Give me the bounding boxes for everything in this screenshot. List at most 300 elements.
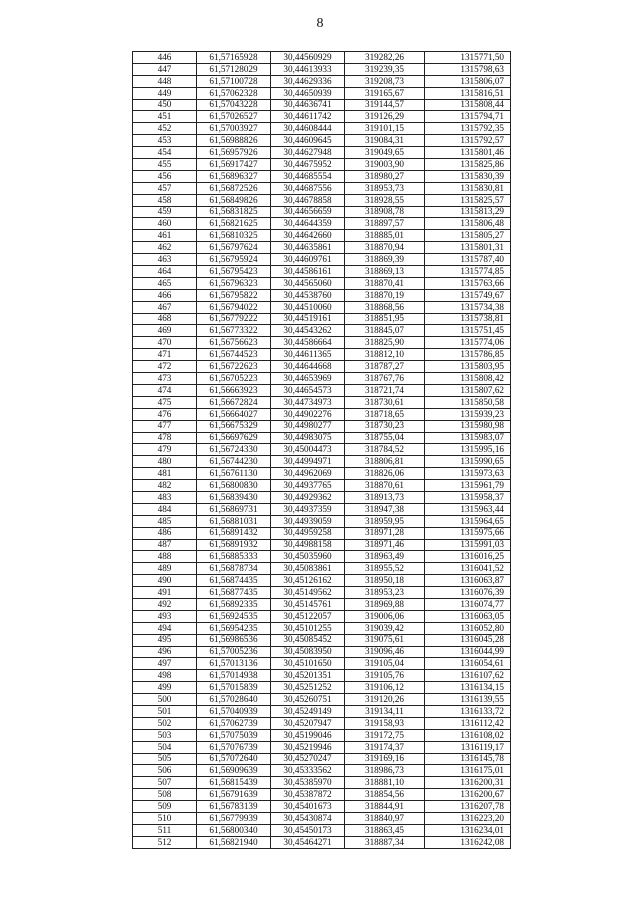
- y-coordinate-cell: 1315786,85: [425, 349, 511, 361]
- longitude-cell: 30,45249149: [271, 705, 345, 717]
- table-row: [133, 610, 511, 622]
- point-number-cell: 463: [133, 254, 197, 266]
- x-coordinate-cell: 319049,65: [345, 147, 425, 159]
- point-number-cell: 459: [133, 206, 197, 218]
- latitude-cell: 61,57043228: [197, 99, 271, 111]
- y-coordinate-cell: 1315990,65: [425, 456, 511, 468]
- point-number-cell: 485: [133, 515, 197, 527]
- y-coordinate-cell: 1315825,86: [425, 159, 511, 171]
- point-number-cell: 505: [133, 753, 197, 765]
- latitude-cell: 61,56779939: [197, 813, 271, 825]
- longitude-cell: 30,44980277: [271, 420, 345, 432]
- x-coordinate-cell: 319239,35: [345, 63, 425, 75]
- longitude-cell: 30,45387872: [271, 789, 345, 801]
- point-number-cell: 475: [133, 396, 197, 408]
- table-row: [133, 468, 511, 480]
- y-coordinate-cell: 1315825,57: [425, 194, 511, 206]
- table-row: [133, 491, 511, 503]
- table-row: [133, 598, 511, 610]
- y-coordinate-cell: 1315763,66: [425, 277, 511, 289]
- table-row: [133, 420, 511, 432]
- x-coordinate-cell: 318959,95: [345, 515, 425, 527]
- latitude-cell: 61,57100728: [197, 75, 271, 87]
- table-row: [133, 301, 511, 313]
- longitude-cell: 30,44635861: [271, 242, 345, 254]
- y-coordinate-cell: 1315787,40: [425, 254, 511, 266]
- x-coordinate-cell: 318826,06: [345, 468, 425, 480]
- y-coordinate-cell: 1316107,62: [425, 670, 511, 682]
- latitude-cell: 61,56722623: [197, 361, 271, 373]
- table-row: [133, 218, 511, 230]
- y-coordinate-cell: 1316207,78: [425, 801, 511, 813]
- y-coordinate-cell: 1316119,17: [425, 741, 511, 753]
- longitude-cell: 30,44636741: [271, 99, 345, 111]
- x-coordinate-cell: 318870,61: [345, 480, 425, 492]
- x-coordinate-cell: 319003,90: [345, 159, 425, 171]
- y-coordinate-cell: 1315801,46: [425, 147, 511, 159]
- latitude-cell: 61,57014938: [197, 670, 271, 682]
- x-coordinate-cell: 318887,34: [345, 836, 425, 848]
- longitude-cell: 30,45126162: [271, 575, 345, 587]
- longitude-cell: 30,45201351: [271, 670, 345, 682]
- latitude-cell: 61,57076739: [197, 741, 271, 753]
- x-coordinate-cell: 319096,46: [345, 646, 425, 658]
- latitude-cell: 61,56795822: [197, 289, 271, 301]
- point-number-cell: 470: [133, 337, 197, 349]
- longitude-cell: 30,45450173: [271, 824, 345, 836]
- x-coordinate-cell: 318787,27: [345, 361, 425, 373]
- point-number-cell: 497: [133, 658, 197, 670]
- table-row: [133, 325, 511, 337]
- longitude-cell: 30,44538760: [271, 289, 345, 301]
- x-coordinate-cell: 318870,41: [345, 277, 425, 289]
- longitude-cell: 30,45333562: [271, 765, 345, 777]
- point-number-cell: 511: [133, 824, 197, 836]
- table-row: [133, 456, 511, 468]
- latitude-cell: 61,56877435: [197, 587, 271, 599]
- longitude-cell: 30,44929362: [271, 491, 345, 503]
- longitude-cell: 30,44937359: [271, 503, 345, 515]
- longitude-cell: 30,44983075: [271, 432, 345, 444]
- point-number-cell: 473: [133, 373, 197, 385]
- y-coordinate-cell: 1316044,99: [425, 646, 511, 658]
- x-coordinate-cell: 318730,23: [345, 420, 425, 432]
- table-row: [133, 622, 511, 634]
- x-coordinate-cell: 318953,23: [345, 587, 425, 599]
- coordinates-table-body: [133, 52, 511, 849]
- x-coordinate-cell: 318721,74: [345, 384, 425, 396]
- longitude-cell: 30,45083950: [271, 646, 345, 658]
- longitude-cell: 30,45464271: [271, 836, 345, 848]
- x-coordinate-cell: 319169,16: [345, 753, 425, 765]
- table-row: [133, 123, 511, 135]
- longitude-cell: 30,45083861: [271, 563, 345, 575]
- latitude-cell: 61,56896327: [197, 170, 271, 182]
- latitude-cell: 61,57072640: [197, 753, 271, 765]
- table-row: [133, 147, 511, 159]
- y-coordinate-cell: 1316074,77: [425, 598, 511, 610]
- longitude-cell: 30,44650939: [271, 87, 345, 99]
- latitude-cell: 61,56773322: [197, 325, 271, 337]
- latitude-cell: 61,56800340: [197, 824, 271, 836]
- y-coordinate-cell: 1315774,06: [425, 337, 511, 349]
- x-coordinate-cell: 318969,88: [345, 598, 425, 610]
- latitude-cell: 61,56924535: [197, 610, 271, 622]
- x-coordinate-cell: 319165,67: [345, 87, 425, 99]
- point-number-cell: 493: [133, 610, 197, 622]
- table-row: [133, 361, 511, 373]
- x-coordinate-cell: 319101,15: [345, 123, 425, 135]
- y-coordinate-cell: 1316134,15: [425, 682, 511, 694]
- table-row: [133, 717, 511, 729]
- point-number-cell: 487: [133, 539, 197, 551]
- longitude-cell: 30,45101255: [271, 622, 345, 634]
- longitude-cell: 30,45149562: [271, 587, 345, 599]
- longitude-cell: 30,44565060: [271, 277, 345, 289]
- latitude-cell: 61,56664027: [197, 408, 271, 420]
- table-row: [133, 575, 511, 587]
- y-coordinate-cell: 1316045,28: [425, 634, 511, 646]
- point-number-cell: 451: [133, 111, 197, 123]
- y-coordinate-cell: 1316054,61: [425, 658, 511, 670]
- latitude-cell: 61,57062328: [197, 87, 271, 99]
- longitude-cell: 30,45251252: [271, 682, 345, 694]
- latitude-cell: 61,57005236: [197, 646, 271, 658]
- latitude-cell: 61,56891932: [197, 539, 271, 551]
- y-coordinate-cell: 1315808,44: [425, 99, 511, 111]
- x-coordinate-cell: 318851,95: [345, 313, 425, 325]
- latitude-cell: 61,56697629: [197, 432, 271, 444]
- table-row: [133, 99, 511, 111]
- table-row: [133, 194, 511, 206]
- point-number-cell: 504: [133, 741, 197, 753]
- y-coordinate-cell: 1315958,37: [425, 491, 511, 503]
- x-coordinate-cell: 318971,46: [345, 539, 425, 551]
- table-row: [133, 480, 511, 492]
- table-row: [133, 63, 511, 75]
- latitude-cell: 61,56892335: [197, 598, 271, 610]
- y-coordinate-cell: 1315980,98: [425, 420, 511, 432]
- x-coordinate-cell: 318953,73: [345, 182, 425, 194]
- x-coordinate-cell: 318806,81: [345, 456, 425, 468]
- x-coordinate-cell: 318869,13: [345, 266, 425, 278]
- table-row: [133, 539, 511, 551]
- y-coordinate-cell: 1315794,71: [425, 111, 511, 123]
- y-coordinate-cell: 1315738,81: [425, 313, 511, 325]
- point-number-cell: 489: [133, 563, 197, 575]
- point-number-cell: 499: [133, 682, 197, 694]
- x-coordinate-cell: 318825,90: [345, 337, 425, 349]
- x-coordinate-cell: 318986,73: [345, 765, 425, 777]
- latitude-cell: 61,56791639: [197, 789, 271, 801]
- x-coordinate-cell: 318854,56: [345, 789, 425, 801]
- point-number-cell: 464: [133, 266, 197, 278]
- point-number-cell: 506: [133, 765, 197, 777]
- x-coordinate-cell: 318870,94: [345, 242, 425, 254]
- point-number-cell: 490: [133, 575, 197, 587]
- y-coordinate-cell: 1315806,07: [425, 75, 511, 87]
- latitude-cell: 61,56761130: [197, 468, 271, 480]
- table-row: [133, 206, 511, 218]
- point-number-cell: 503: [133, 729, 197, 741]
- table-row: [133, 384, 511, 396]
- table-row: [133, 789, 511, 801]
- table-row: [133, 349, 511, 361]
- table-row: [133, 682, 511, 694]
- latitude-cell: 61,57075039: [197, 729, 271, 741]
- point-number-cell: 509: [133, 801, 197, 813]
- x-coordinate-cell: 319282,26: [345, 52, 425, 64]
- longitude-cell: 30,45219946: [271, 741, 345, 753]
- latitude-cell: 61,56705223: [197, 373, 271, 385]
- table-row: [133, 52, 511, 64]
- y-coordinate-cell: 1315813,29: [425, 206, 511, 218]
- longitude-cell: 30,44543262: [271, 325, 345, 337]
- longitude-cell: 30,44734973: [271, 396, 345, 408]
- longitude-cell: 30,44653969: [271, 373, 345, 385]
- point-number-cell: 507: [133, 777, 197, 789]
- point-number-cell: 474: [133, 384, 197, 396]
- latitude-cell: 61,56756623: [197, 337, 271, 349]
- y-coordinate-cell: 1315774,85: [425, 266, 511, 278]
- table-row: [133, 824, 511, 836]
- longitude-cell: 30,44994971: [271, 456, 345, 468]
- latitude-cell: 61,56744523: [197, 349, 271, 361]
- longitude-cell: 30,44988158: [271, 539, 345, 551]
- table-row: [133, 670, 511, 682]
- longitude-cell: 30,45122057: [271, 610, 345, 622]
- x-coordinate-cell: 319208,73: [345, 75, 425, 87]
- y-coordinate-cell: 1315964,65: [425, 515, 511, 527]
- longitude-cell: 30,44685554: [271, 170, 345, 182]
- y-coordinate-cell: 1316076,39: [425, 587, 511, 599]
- latitude-cell: 61,56891432: [197, 527, 271, 539]
- y-coordinate-cell: 1315975,66: [425, 527, 511, 539]
- y-coordinate-cell: 1316223,20: [425, 813, 511, 825]
- longitude-cell: 30,45207947: [271, 717, 345, 729]
- longitude-cell: 30,44656659: [271, 206, 345, 218]
- point-number-cell: 455: [133, 159, 197, 171]
- y-coordinate-cell: 1316200,31: [425, 777, 511, 789]
- longitude-cell: 30,44675952: [271, 159, 345, 171]
- table-row: [133, 432, 511, 444]
- table-row: [133, 658, 511, 670]
- point-number-cell: 471: [133, 349, 197, 361]
- latitude-cell: 61,56821940: [197, 836, 271, 848]
- table-row: [133, 801, 511, 813]
- longitude-cell: 30,45085452: [271, 634, 345, 646]
- latitude-cell: 61,56672824: [197, 396, 271, 408]
- y-coordinate-cell: 1316133,72: [425, 705, 511, 717]
- point-number-cell: 488: [133, 551, 197, 563]
- point-number-cell: 510: [133, 813, 197, 825]
- x-coordinate-cell: 318869,39: [345, 254, 425, 266]
- longitude-cell: 30,44642660: [271, 230, 345, 242]
- latitude-cell: 61,56839430: [197, 491, 271, 503]
- point-number-cell: 453: [133, 135, 197, 147]
- latitude-cell: 61,57040939: [197, 705, 271, 717]
- longitude-cell: 30,44644359: [271, 218, 345, 230]
- point-number-cell: 479: [133, 444, 197, 456]
- point-number-cell: 483: [133, 491, 197, 503]
- table-row: [133, 373, 511, 385]
- table-row: [133, 515, 511, 527]
- point-number-cell: 491: [133, 587, 197, 599]
- point-number-cell: 465: [133, 277, 197, 289]
- y-coordinate-cell: 1315749,67: [425, 289, 511, 301]
- table-row: [133, 694, 511, 706]
- latitude-cell: 61,56954235: [197, 622, 271, 634]
- longitude-cell: 30,44609645: [271, 135, 345, 147]
- y-coordinate-cell: 1316242,08: [425, 836, 511, 848]
- latitude-cell: 61,56796323: [197, 277, 271, 289]
- table-row: [133, 527, 511, 539]
- latitude-cell: 61,57128029: [197, 63, 271, 75]
- latitude-cell: 61,56849826: [197, 194, 271, 206]
- x-coordinate-cell: 318784,52: [345, 444, 425, 456]
- point-number-cell: 469: [133, 325, 197, 337]
- latitude-cell: 61,57003927: [197, 123, 271, 135]
- y-coordinate-cell: 1316200,67: [425, 789, 511, 801]
- point-number-cell: 486: [133, 527, 197, 539]
- longitude-cell: 30,44937765: [271, 480, 345, 492]
- y-coordinate-cell: 1316175,01: [425, 765, 511, 777]
- table-row: [133, 408, 511, 420]
- y-coordinate-cell: 1316016,25: [425, 551, 511, 563]
- point-number-cell: 450: [133, 99, 197, 111]
- point-number-cell: 481: [133, 468, 197, 480]
- x-coordinate-cell: 318767,76: [345, 373, 425, 385]
- point-number-cell: 477: [133, 420, 197, 432]
- longitude-cell: 30,44586664: [271, 337, 345, 349]
- table-row: [133, 646, 511, 658]
- point-number-cell: 496: [133, 646, 197, 658]
- table-row: [133, 266, 511, 278]
- x-coordinate-cell: 319126,29: [345, 111, 425, 123]
- point-number-cell: 484: [133, 503, 197, 515]
- point-number-cell: 448: [133, 75, 197, 87]
- point-number-cell: 501: [133, 705, 197, 717]
- table-row: [133, 444, 511, 456]
- x-coordinate-cell: 318840,97: [345, 813, 425, 825]
- y-coordinate-cell: 1315805,27: [425, 230, 511, 242]
- table-row: [133, 242, 511, 254]
- longitude-cell: 30,44629336: [271, 75, 345, 87]
- y-coordinate-cell: 1315830,81: [425, 182, 511, 194]
- point-number-cell: 478: [133, 432, 197, 444]
- y-coordinate-cell: 1315991,03: [425, 539, 511, 551]
- x-coordinate-cell: 318730,61: [345, 396, 425, 408]
- x-coordinate-cell: 318947,38: [345, 503, 425, 515]
- y-coordinate-cell: 1315734,38: [425, 301, 511, 313]
- longitude-cell: 30,44902276: [271, 408, 345, 420]
- y-coordinate-cell: 1316234,01: [425, 824, 511, 836]
- longitude-cell: 30,45401673: [271, 801, 345, 813]
- point-number-cell: 458: [133, 194, 197, 206]
- x-coordinate-cell: 319158,93: [345, 717, 425, 729]
- point-number-cell: 461: [133, 230, 197, 242]
- longitude-cell: 30,44611742: [271, 111, 345, 123]
- y-coordinate-cell: 1315939,23: [425, 408, 511, 420]
- longitude-cell: 30,45004473: [271, 444, 345, 456]
- x-coordinate-cell: 318868,56: [345, 301, 425, 313]
- latitude-cell: 61,56881031: [197, 515, 271, 527]
- latitude-cell: 61,56815439: [197, 777, 271, 789]
- point-number-cell: 452: [133, 123, 197, 135]
- x-coordinate-cell: 318955,52: [345, 563, 425, 575]
- point-number-cell: 494: [133, 622, 197, 634]
- point-number-cell: 467: [133, 301, 197, 313]
- longitude-cell: 30,44627948: [271, 147, 345, 159]
- x-coordinate-cell: 318885,01: [345, 230, 425, 242]
- latitude-cell: 61,56909639: [197, 765, 271, 777]
- point-number-cell: 476: [133, 408, 197, 420]
- table-row: [133, 135, 511, 147]
- latitude-cell: 61,56794022: [197, 301, 271, 313]
- y-coordinate-cell: 1315771,50: [425, 52, 511, 64]
- x-coordinate-cell: 319105,76: [345, 670, 425, 682]
- table-row: [133, 753, 511, 765]
- latitude-cell: 61,56724330: [197, 444, 271, 456]
- x-coordinate-cell: 319006,06: [345, 610, 425, 622]
- table-row: [133, 765, 511, 777]
- point-number-cell: 456: [133, 170, 197, 182]
- latitude-cell: 61,56831825: [197, 206, 271, 218]
- longitude-cell: 30,45145761: [271, 598, 345, 610]
- x-coordinate-cell: 318812,10: [345, 349, 425, 361]
- y-coordinate-cell: 1316139,55: [425, 694, 511, 706]
- y-coordinate-cell: 1315830,39: [425, 170, 511, 182]
- x-coordinate-cell: 318845,07: [345, 325, 425, 337]
- latitude-cell: 61,56917427: [197, 159, 271, 171]
- latitude-cell: 61,56957926: [197, 147, 271, 159]
- point-number-cell: 480: [133, 456, 197, 468]
- y-coordinate-cell: 1315963,44: [425, 503, 511, 515]
- table-row: [133, 705, 511, 717]
- point-number-cell: 495: [133, 634, 197, 646]
- longitude-cell: 30,44687556: [271, 182, 345, 194]
- longitude-cell: 30,45385970: [271, 777, 345, 789]
- latitude-cell: 61,56810325: [197, 230, 271, 242]
- longitude-cell: 30,44959258: [271, 527, 345, 539]
- y-coordinate-cell: 1316052,80: [425, 622, 511, 634]
- point-number-cell: 462: [133, 242, 197, 254]
- coordinates-table: [132, 51, 511, 849]
- latitude-cell: 61,57015839: [197, 682, 271, 694]
- y-coordinate-cell: 1315803,95: [425, 361, 511, 373]
- x-coordinate-cell: 318897,57: [345, 218, 425, 230]
- table-row: [133, 337, 511, 349]
- longitude-cell: 30,45270247: [271, 753, 345, 765]
- x-coordinate-cell: 318870,19: [345, 289, 425, 301]
- latitude-cell: 61,57028640: [197, 694, 271, 706]
- point-number-cell: 502: [133, 717, 197, 729]
- x-coordinate-cell: 318980,27: [345, 170, 425, 182]
- x-coordinate-cell: 318863,45: [345, 824, 425, 836]
- y-coordinate-cell: 1315816,51: [425, 87, 511, 99]
- longitude-cell: 30,44519161: [271, 313, 345, 325]
- point-number-cell: 472: [133, 361, 197, 373]
- point-number-cell: 466: [133, 289, 197, 301]
- x-coordinate-cell: 318963,49: [345, 551, 425, 563]
- point-number-cell: 468: [133, 313, 197, 325]
- longitude-cell: 30,45260751: [271, 694, 345, 706]
- longitude-cell: 30,44560929: [271, 52, 345, 64]
- point-number-cell: 508: [133, 789, 197, 801]
- latitude-cell: 61,57026527: [197, 111, 271, 123]
- latitude-cell: 61,56744230: [197, 456, 271, 468]
- y-coordinate-cell: 1315850,58: [425, 396, 511, 408]
